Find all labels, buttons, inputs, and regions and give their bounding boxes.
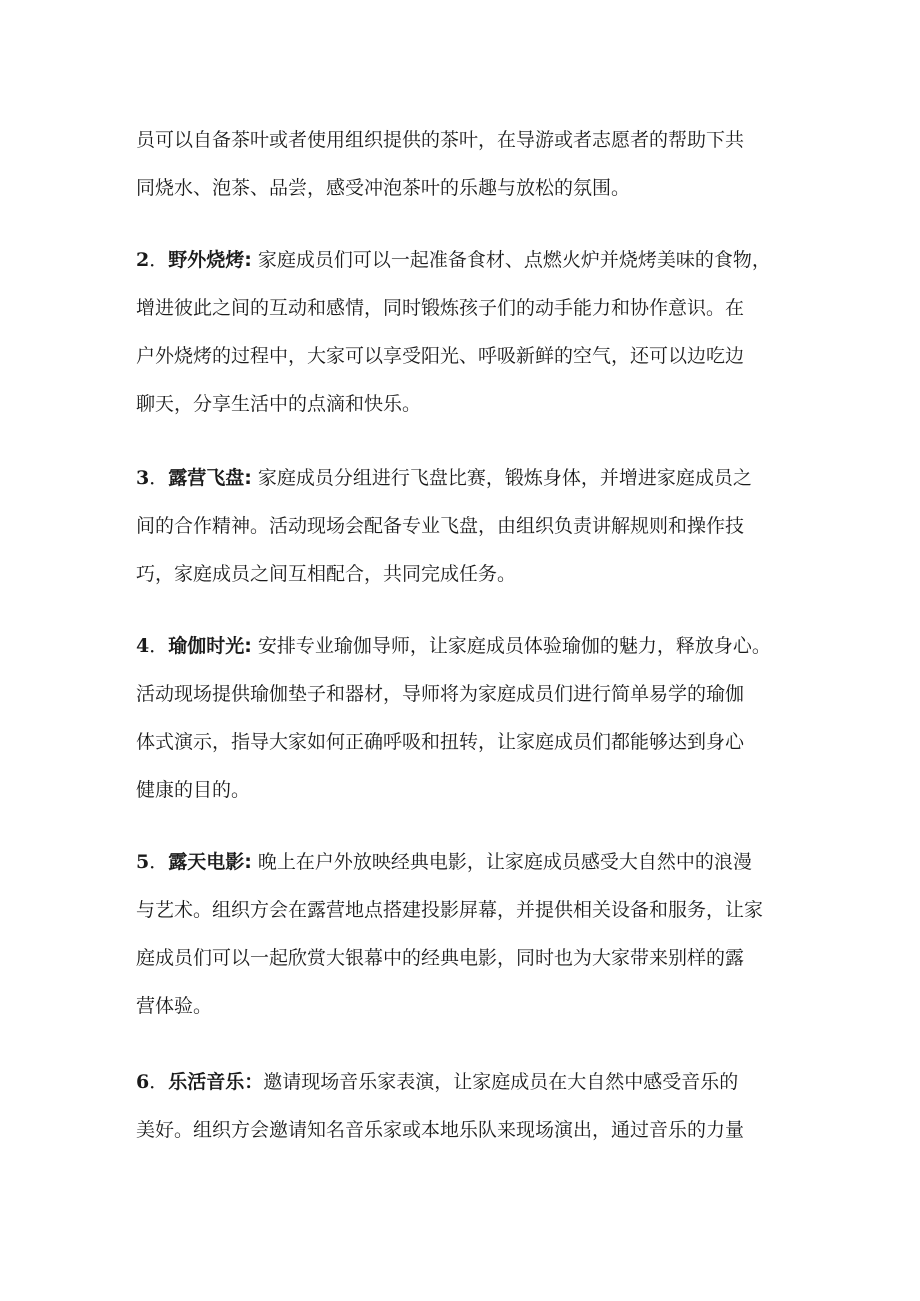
item-number: 3	[136, 467, 150, 489]
item-text: 家庭成员分组进行飞盘比赛，锻炼身体，并增进家庭成员之	[251, 467, 752, 489]
item-separator: ．	[149, 851, 169, 873]
item-number: 2	[136, 249, 150, 271]
item-text: 安排专业瑜伽导师，让家庭成员体验瑜伽的魅力，释放身心。	[251, 635, 771, 657]
paragraph-line: 活动现场提供瑜伽垫子和器材，导师将为家庭成员们进行简单易学的瑜伽	[136, 683, 745, 705]
paragraph-line: 同烧水、泡茶、品尝，感受冲泡茶叶的乐趣与放松的氛围。	[136, 177, 631, 199]
paragraph-line: 员可以自备茶叶或者使用组织提供的茶叶，在导游或者志愿者的帮助下共	[136, 129, 745, 151]
paragraph-line: 增进彼此之间的互动和感情，同时锻炼孩子们的动手能力和协作意识。在	[136, 297, 745, 319]
paragraph-line: 聊天，分享生活中的点滴和快乐。	[136, 393, 422, 415]
paragraph-line: 庭成员们可以一起欣赏大银幕中的经典电影，同时也为大家带来别样的露	[136, 947, 745, 969]
item-title: 露营飞盘:	[168, 467, 252, 489]
paragraph-line: 与艺术。组织方会在露营地点搭建投影屏幕，并提供相关设备和服务，让家	[136, 899, 764, 921]
list-item-heading-line	[136, 236, 786, 284]
item-title: 露天电影:	[168, 851, 252, 873]
paragraph-line: 健康的目的。	[136, 779, 251, 801]
paragraph-line: 美好。组织方会邀请知名音乐家或本地乐队来现场演出，通过音乐的力量	[136, 1119, 745, 1141]
list-item-heading-line	[136, 454, 786, 502]
item-text: 晚上在户外放映经典电影，让家庭成员感受大自然中的浪漫	[251, 851, 752, 873]
list-item-4	[136, 622, 786, 814]
item-title: 瑜伽时光:	[168, 635, 252, 657]
item-text: 家庭成员们可以一起准备食材、点燃火炉并烧烤美味的食物，	[251, 249, 771, 271]
item-title: 乐活音乐：	[168, 1071, 264, 1093]
item-number: 5	[136, 851, 150, 873]
paragraph-line: 户外烧烤的过程中，大家可以享受阳光、呼吸新鲜的空气，还可以边吃边	[136, 345, 745, 367]
paragraph-line: 营体验。	[136, 995, 213, 1017]
paragraph-line: 间的合作精神。活动现场会配备专业飞盘，由组织负责讲解规则和操作技	[136, 515, 745, 537]
item-separator: ．	[149, 467, 169, 489]
item-title: 野外烧烤:	[168, 249, 252, 271]
list-item-6	[136, 1058, 786, 1154]
list-item-heading-line	[136, 622, 786, 670]
list-item-3	[136, 454, 786, 598]
intro-paragraph	[136, 116, 786, 212]
item-number: 6	[136, 1071, 150, 1093]
item-separator: ．	[149, 1071, 169, 1093]
item-text: 邀请现场音乐家表演，让家庭成员在大自然中感受音乐的	[263, 1071, 739, 1093]
item-number: 4	[136, 635, 150, 657]
list-item-heading-line	[136, 1058, 786, 1106]
paragraph-line: 体式演示，指导大家如何正确呼吸和扭转，让家庭成员们都能够达到身心	[136, 731, 745, 753]
item-separator: ．	[149, 249, 169, 271]
paragraph-line: 巧，家庭成员之间互相配合，共同完成任务。	[136, 563, 517, 585]
item-separator: ．	[149, 635, 169, 657]
list-item-heading-line	[136, 838, 786, 886]
list-item-5	[136, 838, 786, 1030]
list-item-2	[136, 236, 786, 428]
